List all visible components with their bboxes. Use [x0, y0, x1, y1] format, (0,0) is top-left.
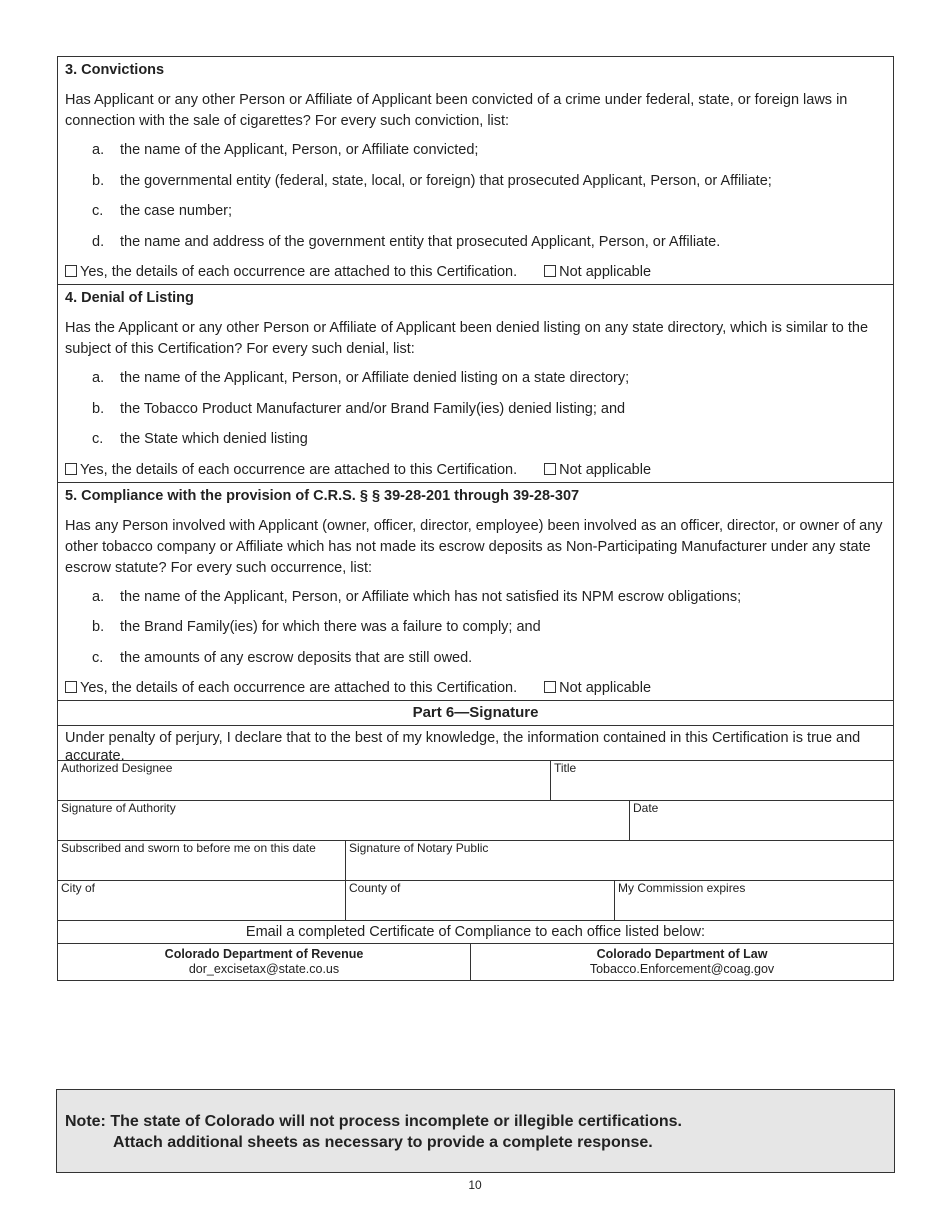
not-applicable-label: Not applicable: [559, 680, 652, 696]
section-title: 5. Compliance with the provision of C.R.S. § § 39-28-201 through 39-28-307: [65, 487, 580, 504]
list-item: [65, 232, 886, 263]
field-label: Subscribed and sworn to before me on this date: [61, 841, 316, 855]
certification-form: [57, 56, 894, 981]
not-applicable-option[interactable]: [544, 262, 651, 284]
field-label: County of: [349, 881, 401, 895]
list-item: [65, 368, 886, 399]
not-applicable-checkbox[interactable]: [544, 463, 556, 475]
answer-options: [65, 262, 886, 284]
item-text: the State which denied listing: [120, 431, 308, 447]
section-title: 3. Convictions: [65, 62, 165, 78]
note-box: [56, 1089, 895, 1173]
section-paragraph: Has any Person involved with Applicant (owner, officer, director, employee) been involved as an officer, director, or owner of any other tobacco company or Affiliate which has not made its escrow deposits as Non-Participating Manufacturer under any state escrow statute? For every such occurrence, list:: [65, 517, 883, 576]
section-convictions: [58, 57, 893, 285]
list-item: [65, 648, 886, 679]
signature-row: [58, 801, 893, 841]
section-title: 4. Denial of Listing: [65, 290, 194, 306]
field-label: My Commission expires: [618, 881, 746, 895]
yes-checkbox[interactable]: [65, 463, 77, 475]
item-letter: b.: [92, 172, 105, 189]
yes-label: Yes, the details of each occurrence are attached to this Certification.: [80, 461, 518, 478]
yes-label: Yes, the details of each occurrence are attached to this Certification.: [80, 680, 518, 696]
list-item: [65, 617, 886, 648]
not-applicable-option[interactable]: [544, 460, 651, 482]
field-label: Signature of Notary Public: [349, 841, 489, 855]
notary-row: [58, 841, 893, 881]
notary-signature-field[interactable]: [345, 841, 893, 880]
item-letter: b.: [92, 400, 105, 417]
item-letter: b.: [92, 619, 105, 635]
item-letter: c.: [92, 649, 104, 666]
yes-option[interactable]: [65, 262, 517, 284]
item-text: the governmental entity (federal, state, local, or foreign) that prosecuted Applicant, Person, or Affiliate;: [120, 172, 772, 189]
note-line-1: Note: The state of Colorado will not process incomplete or illegible certifications.: [65, 1113, 682, 1130]
item-text: the amounts of any escrow deposits that are still owed.: [120, 649, 473, 666]
section-paragraph: Has the Applicant or any other Person or Affiliate of Applicant been denied listing on any state directory, which is similar to the subject of this Certification? For every such denial, list:: [65, 320, 869, 357]
item-letter: c.: [92, 203, 104, 219]
date-field[interactable]: [629, 801, 893, 840]
item-text: the name of the Applicant, Person, or Affiliate which has not satisfied its NPM escrow obligations;: [120, 588, 742, 605]
list-item: [65, 429, 886, 460]
field-label: Signature of Authority: [61, 801, 176, 815]
field-label: Title: [554, 761, 577, 775]
item-letter: a.: [92, 588, 105, 605]
declaration-text: Under penalty of perjury, I declare that to the best of my knowledge, the information contained in this Certification is true and accurate.: [58, 726, 893, 761]
county-field[interactable]: [345, 881, 614, 920]
item-text: the name and address of the government entity that prosecuted Applicant, Person, or Affiliate.: [120, 233, 721, 250]
yes-label: Yes, the details of each occurrence are attached to this Certification.: [80, 264, 518, 280]
list-item: [65, 399, 886, 430]
field-label: Date: [633, 801, 659, 815]
signature-heading: Part 6—Signature: [58, 701, 893, 726]
answer-options: [65, 460, 886, 482]
revenue-contact: [58, 944, 470, 980]
answer-options: [65, 678, 886, 700]
item-letter: a.: [92, 370, 105, 386]
note-line-2: Attach additional sheets as necessary to provide a complete response.: [113, 1134, 653, 1151]
contact-offices: [58, 944, 893, 980]
list-item: [65, 171, 886, 202]
authorized-designee-field[interactable]: [58, 761, 550, 800]
not-applicable-label: Not applicable: [559, 461, 652, 478]
not-applicable-option[interactable]: [544, 678, 651, 700]
signature-of-authority-field[interactable]: [58, 801, 629, 840]
list-item: [65, 587, 886, 618]
commission-expires-field[interactable]: [614, 881, 893, 920]
item-letter: a.: [92, 142, 105, 158]
item-text: the Tobacco Product Manufacturer and/or Brand Family(ies) denied listing; and: [120, 400, 626, 417]
yes-option[interactable]: [65, 460, 517, 482]
item-letter: d.: [92, 233, 105, 250]
title-field[interactable]: [550, 761, 893, 800]
field-label: Authorized Designee: [61, 761, 173, 775]
yes-checkbox[interactable]: [65, 265, 77, 277]
list-item: [65, 201, 886, 232]
office-name: Colorado Department of Revenue: [164, 947, 364, 961]
not-applicable-label: Not applicable: [559, 264, 652, 280]
item-text: the case number;: [120, 203, 233, 219]
section-paragraph: Has Applicant or any other Person or Affiliate of Applicant been convicted of a crime under federal, state, or foreign laws in connection with the sale of cigarettes? For every such conviction, list:: [65, 92, 848, 129]
item-text: the Brand Family(ies) for which there was a failure to comply; and: [120, 619, 541, 635]
page-number: 10: [468, 1178, 482, 1192]
office-email[interactable]: dor_excisetax@state.co.us: [188, 962, 340, 976]
city-field[interactable]: [58, 881, 345, 920]
not-applicable-checkbox[interactable]: [544, 265, 556, 277]
office-name: Colorado Department of Law: [596, 947, 768, 961]
location-row: [58, 881, 893, 921]
email-instruction: Email a completed Certificate of Compliance to each office listed below:: [58, 921, 893, 944]
signature-row: [58, 761, 893, 801]
yes-option[interactable]: [65, 678, 517, 700]
not-applicable-checkbox[interactable]: [544, 681, 556, 693]
office-email[interactable]: Tobacco.Enforcement@coag.gov: [589, 962, 775, 976]
list-item: [65, 140, 886, 171]
item-text: the name of the Applicant, Person, or Affiliate convicted;: [120, 142, 479, 158]
yes-checkbox[interactable]: [65, 681, 77, 693]
section-compliance: [58, 483, 893, 702]
subscribed-date-field[interactable]: [58, 841, 345, 880]
law-contact: [470, 944, 893, 980]
section-denial-of-listing: [58, 285, 893, 483]
item-letter: c.: [92, 431, 104, 447]
item-text: the name of the Applicant, Person, or Affiliate denied listing on a state directory;: [120, 370, 630, 386]
field-label: City of: [61, 881, 96, 895]
